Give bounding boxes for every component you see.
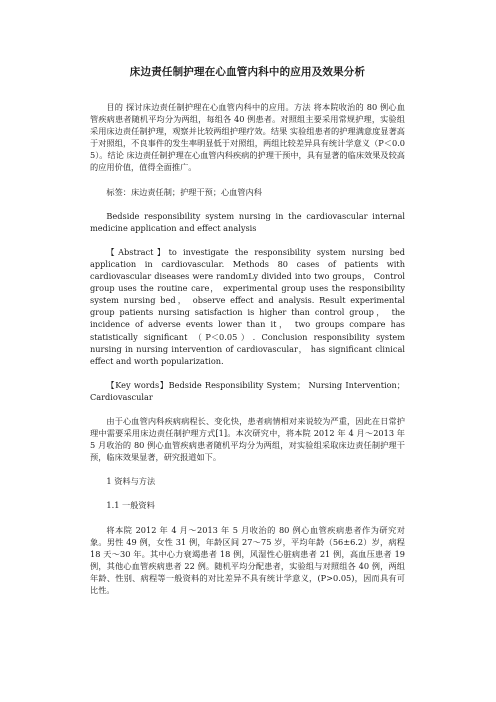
title-english: Bedside responsibility system nursing in the cardiovascular internal medicine application and effect analysis [90, 210, 405, 233]
paper-title: 床边责任制护理在心血管内科中的应用及效果分析 [129, 66, 366, 78]
abstract-english: 【Abstract】to investigate the responsibility system nursing bed application in cardiovascular. Methods 80 cases of patients with cardiovascular diseases were randomLy divided into two groups， Control group uses the routine care， experimental group uses the responsibility system nursing bed， observe effect and analysis. Result experimental group patients nursing satisfaction is higher than control group， the incidence of adverse events lower than it， two groups compare has statistically significant （P＜0.05）. Conclusion responsibility system nursing in nursing intervention of cardiovascular， has significant clinical effect and worth popularization. [90, 246, 405, 366]
section-heading-1-1: 1.1 一般资料 [106, 500, 155, 511]
document-page [90, 66, 405, 608]
keywords-chinese: 标签：床边责任制；护理干预；心血管内科 [106, 186, 262, 197]
general-info-paragraph: 将本院 2012 年 4 月～2013 年 5 月收治的 80 例心血管疾病患者作为研究对象。男性 49 例，女性 31 例，年龄区间 27～75 岁，平均年龄（56±6.2）岁，病程 18 天～30 年。其中心力衰竭患者 18 例，风湿性心脏病患者 21 例，高血压患者 19 例，其他心血管疾病患者 22 例。随机平均分配患者，实验组与对照组各 40 例，两组年龄、性别、病程等一般资料的对比差异不具有统计学意义，(P>0.05)，因而具有可比性。 [90, 524, 405, 595]
section-heading-1: 1 资料与方法 [106, 476, 156, 487]
keywords-english: 【Key words】Bedside Responsibility System； Nursing Intervention； Cardiovascular [90, 379, 405, 402]
abstract-chinese: 目的 探讨床边责任制护理在心血管内科中的应用。方法 将本院收治的 80 例心血管疾病患者随机平均分为两组，每组各 40 例患者。对照组主要采用常规护理，实验组采用床边责任制护理，观察并比较两组护理疗效。结果 实验组患者的护理满意度显著高于对照组，不良事件的发生率明显低于对照组，两组比较差异具有统计学意义（P＜0.05）。结论 床边责任制护理在心血管内科疾病的护理干预中，具有显著的临床效果及较高的应用价值，值得全面推广。 [90, 102, 405, 173]
introduction-paragraph: 由于心血管内科疾病病程长、变化快，患者病情相对来说较为严重，因此在日常护理中需要采用床边责任制护理方式[1]。本次研究中，将本院 2012 年 4 月～2013 年 5 月收治的 80 例心血管疾病患者随机平均分为两组，对实验组采取床边责任制护理干预，临床效果显著，研究报道如下。 [90, 415, 405, 463]
